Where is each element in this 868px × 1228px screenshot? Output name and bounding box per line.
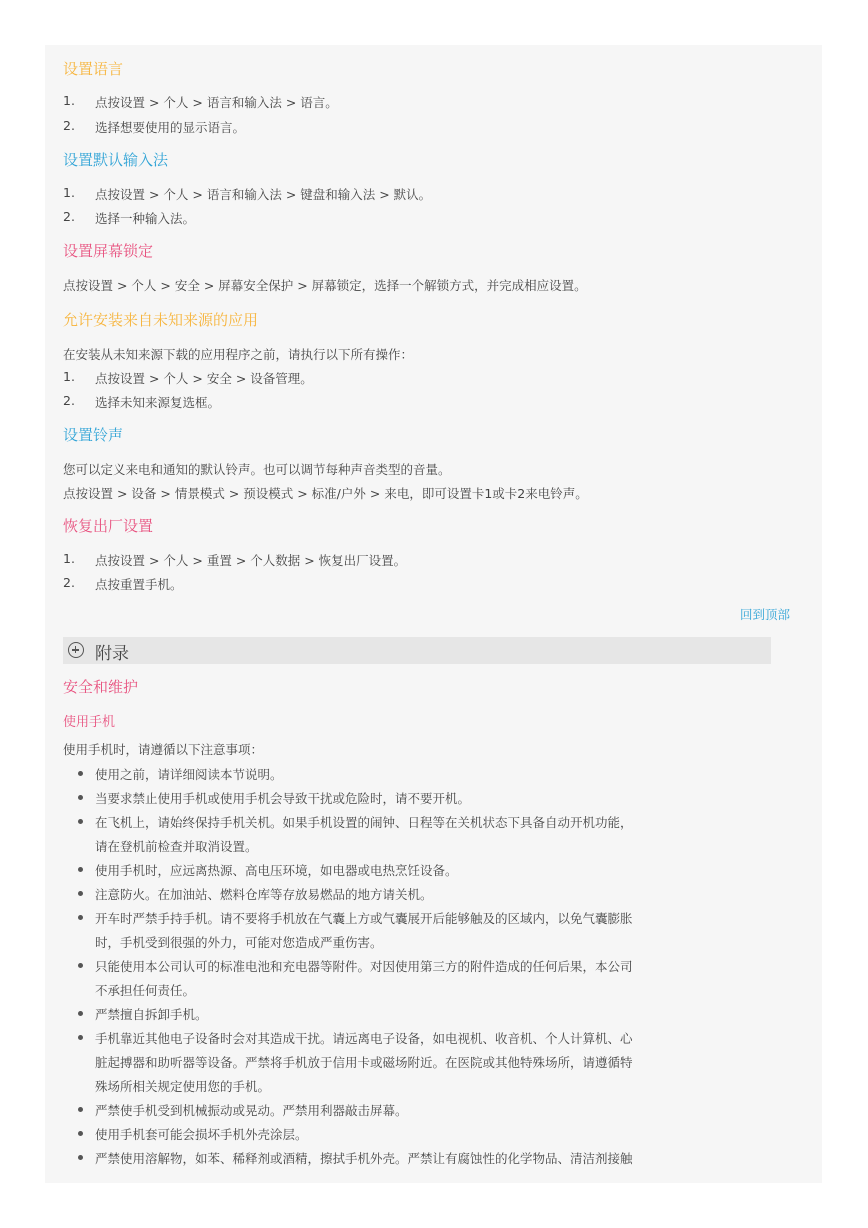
bullet-dot <box>78 867 83 872</box>
step-text: 选择未知来源复选框。 <box>95 395 221 410</box>
heading-factory-reset: 恢复出厂设置 <box>63 517 154 535</box>
bullet-text: 当要求禁止使用手机或使用手机会导致干扰或危险时，请不要开机。 <box>95 791 471 806</box>
list-number: 1. <box>63 93 75 108</box>
appendix-title: 附录 <box>95 644 129 664</box>
heading-default-ime: 设置默认输入法 <box>63 151 169 169</box>
bullet-text: 请在登机前检查并取消设置。 <box>95 839 258 854</box>
bullet-dot <box>78 1035 83 1040</box>
bullet-text: 殊场所相关规定使用您的手机。 <box>95 1079 271 1094</box>
bullet-text: 严禁擅自拆卸手机。 <box>95 1007 208 1022</box>
bullet-text: 脏起搏器和助听器等设备。严禁将手机放于信用卡或磁场附近。在医院或其他特殊场所，请遵循特 <box>95 1055 633 1070</box>
list-number: 2. <box>63 118 75 133</box>
list-number: 1. <box>63 551 75 566</box>
paragraph: 在安装从未知来源下载的应用程序之前，请执行以下所有操作： <box>63 347 414 362</box>
bullet-text: 使用手机时，应远离热源、高电压环境，如电器或电热烹饪设备。 <box>95 863 458 878</box>
list-number: 1. <box>63 185 75 200</box>
bullet-dot <box>78 1011 83 1016</box>
bullet-dot <box>78 1131 83 1136</box>
appendix-header[interactable] <box>63 637 771 664</box>
bullet-text: 手机靠近其他电子设备时会对其造成干扰。请远离电子设备，如电视机、收音机、个人计算机、心 <box>95 1031 633 1046</box>
step-text: 选择想要使用的显示语言。 <box>95 120 246 135</box>
paragraph: 使用手机时，请遵循以下注意事项： <box>63 742 264 757</box>
list-number: 2. <box>63 393 75 408</box>
bullet-dot <box>78 915 83 920</box>
step-text: 点按设置 > 个人 > 重置 > 个人数据 > 恢复出厂设置。 <box>95 553 407 568</box>
paragraph: 点按设置 > 设备 > 情景模式 > 预设模式 > 标准/户外 > 来电，即可设置卡1或卡2来电铃声。 <box>63 486 588 501</box>
bullet-dot <box>78 963 83 968</box>
step-text: 点按设置 > 个人 > 语言和输入法 > 语言。 <box>95 95 338 110</box>
heading-screen-lock: 设置屏幕锁定 <box>63 242 154 260</box>
heading-safety: 安全和维护 <box>63 678 139 696</box>
paragraph: 您可以定义来电和通知的默认铃声。也可以调节每种声音类型的音量。 <box>63 462 451 477</box>
bullet-dot <box>78 891 83 896</box>
step-text: 点按设置 > 个人 > 语言和输入法 > 键盘和输入法 > 默认。 <box>95 187 432 202</box>
bullet-text: 开车时严禁手持手机。请不要将手机放在气囊上方或气囊展开后能够触及的区域内，以免气囊膨胀 <box>95 911 633 926</box>
bullet-text: 注意防火。在加油站、燃料仓库等存放易燃品的地方请关机。 <box>95 887 433 902</box>
bullet-text: 时，手机受到很强的外力，可能对您造成严重伤害。 <box>95 935 383 950</box>
bullet-text: 使用手机套可能会损坏手机外壳涂层。 <box>95 1127 308 1142</box>
step-text: 点按设置 > 个人 > 安全 > 设备管理。 <box>95 371 313 386</box>
step-text: 点按重置手机。 <box>95 577 183 592</box>
bullet-dot <box>78 1107 83 1112</box>
bullet-text: 使用之前，请详细阅读本节说明。 <box>95 767 283 782</box>
bullet-text: 只能使用本公司认可的标准电池和充电器等附件。对因使用第三方的附件造成的任何后果，本公司 <box>95 959 633 974</box>
bullet-text: 在飞机上，请始终保持手机关机。如果手机设置的闹钟、日程等在关机状态下具备自动开机功能， <box>95 815 633 830</box>
paragraph: 点按设置 > 个人 > 安全 > 屏幕安全保护 > 屏幕锁定，选择一个解锁方式，并完成相应设置。 <box>63 278 587 293</box>
bullet-text: 严禁使手机受到机械振动或晃动。严禁用利器敲击屏幕。 <box>95 1103 408 1118</box>
bullet-text: 不承担任何责任。 <box>95 983 196 998</box>
step-text: 选择一种输入法。 <box>95 211 196 226</box>
heading-set-language: 设置语言 <box>63 60 124 78</box>
heading-ringtone: 设置铃声 <box>63 426 124 444</box>
bullet-dot <box>78 795 83 800</box>
bullet-dot <box>78 819 83 824</box>
list-number: 1. <box>63 369 75 384</box>
list-number: 2. <box>63 209 75 224</box>
back-to-top-link[interactable]: 回到顶部 <box>740 607 791 622</box>
heading-unknown-sources: 允许安装来自未知来源的应用 <box>63 311 259 329</box>
bullet-dot <box>78 1155 83 1160</box>
bullet-text: 严禁使用溶解物，如苯、稀释剂或酒精，擦拭手机外壳。严禁让有腐蚀性的化学物品、清洁剂接触 <box>95 1151 633 1166</box>
list-number: 2. <box>63 575 75 590</box>
expand-plus-icon[interactable] <box>68 642 84 658</box>
subheading-using-phone: 使用手机 <box>63 715 116 730</box>
bullet-dot <box>78 771 83 776</box>
